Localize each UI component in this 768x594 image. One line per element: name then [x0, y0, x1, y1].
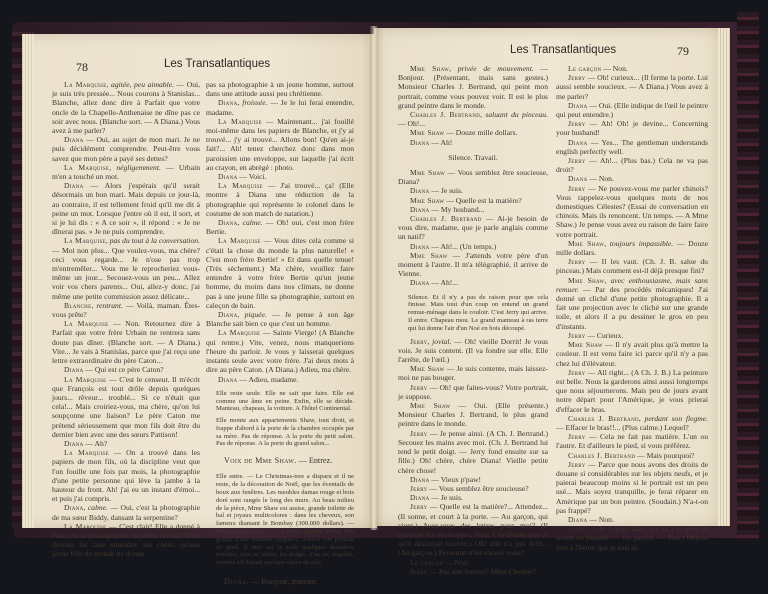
speaker: Jerry — [568, 367, 586, 377]
speaker: Diana — [410, 137, 430, 147]
dialogue-line — [398, 475, 548, 484]
speaker: Diana — [64, 181, 84, 191]
line-text: — Oui. (Elle indique de l'œil le peintre qui peut entendre.) — [556, 100, 709, 120]
speaker: Diana — [218, 98, 238, 108]
speaker: Jerry — [568, 119, 586, 129]
line-text: — Non. — [603, 64, 628, 73]
dialogue-line — [398, 567, 548, 576]
speaker: Mme Shaw — [410, 364, 445, 374]
dialogue-line — [556, 64, 708, 73]
dialogue-line — [556, 451, 708, 460]
speaker: Jerry — [410, 336, 428, 346]
dialogue-line — [52, 522, 200, 559]
stage-direction-inline: piquée. — [244, 310, 267, 320]
line-text: — Effacer le bras!!... (Plus calme.) Lequel? — [556, 422, 689, 432]
line-text: — Non. — [589, 514, 614, 524]
line-text: — Il n'y avait plus qu'à mettre la couleur. Il est venu faire ici parce qu'il n'y a pas chez lui d'élévateur. — [556, 340, 708, 368]
dialogue-line — [206, 181, 354, 218]
dialogue-line — [206, 172, 354, 181]
line-text: — Maintenant... j'ai fouillé moi-même dans les papiers de Blanche, et j'y ai trouvé... j'y ai trouvé... Allons bon! Qu'en ai-je fait?... Ah! tenez cherchez donc dans mon paroissien une enveloppe, sur laquelle j'ai écrit au crayon, en abrégé : photo. — [206, 116, 354, 172]
speaker: La Marquise — [218, 116, 262, 126]
dialogue-line — [556, 368, 708, 414]
line-text: pas sa photographie à un jeune homme, surtout dans une attitude aussi peu chrétienne. — [206, 80, 354, 99]
line-text: — Je le lui ferai entendre, madame. — [206, 98, 355, 117]
line-text: — Par des procédés mécaniques! J'ai donné un cliché d'une petite photographie. Il a fait une projection avec le cliché sur une grande toile, et alors il a pu dessiner le gros en peu d'instants. — [556, 284, 708, 331]
line-text: — All right... (A Ch. J. B.) La peinture est belle. Nous la garderons ainsi aussi longtemps que nous séjournerons. Mais peu de jours avant notre départ pour l'Amérique, je vous prierai d'effacer le bras. — [556, 367, 708, 414]
line-text: — Voilà, maman. Êtes-vous prête? — [52, 300, 201, 320]
line-text: — Bonjour, maman. — [250, 577, 318, 587]
line-text: — Je suis. — [431, 493, 463, 503]
right-page-column-1 — [398, 64, 548, 576]
dialogue-line — [398, 558, 548, 567]
dialogue-line — [52, 365, 200, 374]
line-text: — Vous dites cela comme si c'était la chose du monde la plus naturelle! « C'est mon frère Bertie! » Et dans quelle tenue! (Très sèchement.) Ma chère, veuillez faire entendre à votre frère Bertie qu'un jeune homme, du moins dans nos climats, ne donne pas à une jeune fille sa photographie, surtout en caleçon de bain. — [206, 236, 354, 310]
speaker: Jerry — [410, 483, 428, 493]
stage-direction-inline: froissée. — [242, 98, 268, 108]
dialogue-line — [556, 119, 708, 137]
dialogue-line: La Marquise, agitée, peu aimable. — Oui, je suis très pressée... Nous courons à Stanislas... Blanche, allez donc dire à Parfait que votre oncle de la Chapelle-Anthenaise ne dîne pas ce soir avec nous. (Blanche sort. — A Diana.) Vous avez à me parler? — [52, 80, 201, 136]
stage-direction: Silence. Et il n'y a pas de raison pour que cela finisse. Mais tout d'un coup on entend un grand remue-ménage dans le couloir. C'est Jerry qui arrive. Il entre. Chapeau mou. Le grand manteau à ras terre qui lui donne l'air d'un Noé en bois découpé. — [408, 293, 548, 332]
speaker: Jerry — [410, 502, 428, 512]
line-text: — Il les vaut. (Ch. J. B. salue du pinceau.) Mais comment est-il déjà presque fini? — [556, 257, 708, 276]
speaker: Charles J. Bertrand — [568, 413, 639, 423]
dialogue-line — [398, 278, 548, 287]
speaker: Charles J. Bertrand — [410, 214, 482, 224]
dialogue-line: La Marquise, négligemment. — Urbain m'en a touché un mot. — [52, 162, 200, 182]
line-text: — Je suis. — [431, 186, 463, 196]
line-text: — Oh! oui, c'est mon frère Bertie. — [206, 218, 355, 237]
line-text: — Yes... The gentleman understands english perfectly well. — [556, 137, 708, 156]
left-page-number: 78 — [76, 60, 88, 74]
line-text: — My husband... — [431, 204, 485, 214]
book-cover-right-edge — [737, 12, 759, 540]
speaker: Charles J. Bertrand — [410, 110, 481, 120]
line-text: — Ai-je besoin de vous dire, madame, que je parle anglais comme un natif? — [398, 214, 548, 242]
line-text: — Oui, au sujet de mon mari. Je ne puis décidément comprendre. Peut-être vous savez que mon père a payé ses dettes? — [52, 135, 200, 163]
dialogue-line: Diana, calme. — Oui, c'est la photographie de ma sœur Biddy, dansant la serpentine? — [52, 503, 201, 522]
dialogue-line — [206, 80, 354, 98]
speaker: Jerry — [568, 330, 586, 340]
dialogue-line — [398, 242, 548, 251]
line-text: — Vous semblez être soucieuse? — [429, 483, 529, 493]
closing-line — [206, 577, 354, 586]
line-text: — Urbain m'en a touché un mot. — [52, 162, 200, 182]
speaker: Mme Shaw — [410, 64, 450, 73]
dialogue-line — [398, 502, 548, 557]
speaker: La Marquise — [218, 236, 261, 246]
speaker: Diana — [218, 172, 238, 182]
speaker: Mme Shaw — [410, 401, 451, 411]
speaker: Diana — [218, 218, 238, 228]
speaker: Jerry — [568, 156, 586, 166]
dialogue-line — [52, 135, 200, 163]
dialogue-line: La Marquise, pas du tout à la conversation. — Moi non plus... Que voulez-vous, ma chère? ceci vous regarde... Je n'ose pas trop m'entremêler... Vous me le reprocheriez vous-même un jour... Secouez-vous un peu... Allez voir vos chers parents... Oui, allez-y donc, j'ai même une petite commission assez délicate... — [52, 236, 200, 301]
line-text: — Ah! — [431, 137, 453, 147]
line-text: — Bonjour. (Présentant, mais sans gestes.) Monsieur Charles J. Bertrand, qui peint mon portrait, comme vous pouvez voir. Il est le plus grand peintre dans le monde. — [398, 64, 548, 110]
dialogue-line — [52, 439, 200, 448]
line-text: — Ah!... (Un temps.) — [431, 241, 497, 251]
dialogue-line: Charles J. Bertrand, perdant son flegme. — Effacer le bras!!... (Plus calme.) Lequel? — [556, 413, 708, 432]
line-text: — J'ai trouvé... ça! (Elle montre à Diana une réduction de la photographie qui représente le colonel dans le costume de son match de natation.) — [206, 181, 354, 218]
speaker: Diana — [218, 310, 238, 320]
dialogue-line: Diana, calme. — Oh! oui, c'est mon frère Bertie. — [206, 218, 355, 237]
line-text: — J'attends votre père d'un moment à l'autre. Il m'a télégraphié, il arrive de Vienne. — [398, 250, 548, 279]
speaker: Jerry — [410, 382, 428, 392]
line-text: — C'est clair! Elle a donné à François sa photographie, la jambe en l'air! Vous devriez lui faire entendre, ma chère, qu'une jeune fille du monde ne donne — [52, 521, 200, 559]
left-page-column-1 — [52, 80, 200, 559]
stage-direction-entry: Elle entre. — Le Christmas-tree a disparu et il ne reste, de la décoration de Noël, que les éventails de houx aux fenêtres. Les meubles damas rouge et bois doré sont rangés le long des murs. Au beau milieu de la pièce, Mme Shaw est assise, grande toilette de bal et joyaux multicolores : dans les cheveux, son fameux diamant le Bombay (300.000 dollars). — Mme Shaw pose. — Un jeune peintre blond, très grand, d'une extrême élégance, achève son portrait en pied. Il met sur la toile quelques dernières touches, sans se tacher les doigts, d'un air dégoûté, comme s'il faisait quelque chose de sale. — [216, 473, 354, 567]
stage-direction-inline: négligemment. — [116, 162, 161, 172]
dialogue-line — [398, 168, 548, 186]
speaker: La Marquise — [218, 181, 263, 191]
dialogue-line — [398, 128, 548, 137]
line-text: — Non. — [445, 557, 470, 567]
left-page-edges — [22, 34, 34, 528]
dialogue-line — [206, 117, 354, 172]
right-page-edges — [718, 28, 730, 526]
stage-direction-inline: privée de mouvement. — [457, 64, 534, 73]
dialogue-line — [398, 251, 548, 279]
speaker: Mme Shaw — [568, 275, 605, 285]
dialogue-line: Jerry, jovial. — Oh! vieille Dorrit! Je vous vois. Je suis content. (Il va fondre sur elle. Elle l'arrête, de l'œil.) — [398, 336, 548, 365]
speaker: Mme Shaw — [568, 238, 605, 248]
stage-note: Silence. Travail. — [448, 152, 498, 162]
speaker: Diana — [64, 503, 84, 513]
line-text: — Parce que nous avons des droits de douane si considérables sur les objets neufs, et je paierai beaucoup moins si le portrait est un peu usé... Mais soyez tranquille, je ferai réparer en Amérique par un bon peintre. (Soudain.) N'a-t-on pas frappé? — [556, 459, 708, 515]
line-text: — Oui, c'est la photographie de ma sœur Biddy, dansant la serpentine? — [52, 503, 201, 522]
line-text: — Sainte Vierge! (A Blanche qui rentre.) Vite, venez, nous manquerions l'heure du parloir. Je vous y laisserai quelques instants seule avec votre frère. J'ai deux mots à dire au père Caton. (A Diana.) Adieu, ma chère. — [206, 328, 354, 375]
dialogue-line: Blanche, rentrant. — Voilà, maman. Êtes-vous prête? — [52, 300, 201, 320]
line-text: — Qui est ce père Caton? — [85, 365, 164, 375]
line-text: — Je pense à son âge Blanche sait bien ce que c'est un homme. — [206, 310, 354, 329]
book-gutter — [370, 26, 378, 530]
line-text: — Ah!... (Plus bas.) Cela ne va pas droit? — [556, 156, 708, 175]
line-text: — Ne pouvez-vous me parler chinois? Vous rappelez-vous quelques mots de nos domestiques Célestes? (Essai de conversation en chinois. Mais ils renoncent. Un temps. — A Mme Shaw.) Je pense vous avez eu raison de faire faire votre portrait. — [556, 183, 708, 239]
stage-direction-inline: calme. — [87, 503, 108, 513]
line-text: — Non. Retournez dire à Parfait que votre frère Urbain ne rentrera sans doute pas dîner. (Blanche sort. — A Diana.) Vite... Je vais à Stanislas, parce que j'ai reçu une lettre extraordinaire du père Caton... — [52, 319, 200, 366]
speaker: Jerry — [568, 73, 586, 83]
line-text: — Je pense ainsi. (A Ch. J. Bertrand.) Secouez les mains avec moi. (Ch. J. Bertrand lui tend le petit doigt. — Jerry fond ensuite sur sa fille.) Oh! chère, chère Diana! Vieille petite chère chose! — [398, 428, 548, 475]
dialogue-line — [556, 460, 708, 515]
dialogue-line — [556, 257, 708, 275]
stage-direction: Elle monte aux appartements Shaw, tout droit, et frappe d'abord à la porte de la chambre occupée par sa mère. Pas de réponse. A la porte du petit salon. Pas de réponse. A la porte du grand salon... — [216, 417, 354, 448]
dialogue-line — [398, 383, 548, 401]
line-text: — Oh! vieille Dorrit! Je vous vois. Je suis content. (Il va fondre sur elle. Elle l'arrête, de l'œil.) — [398, 336, 548, 365]
speaker: Jerry — [568, 257, 586, 267]
speaker: Le garçon — [568, 64, 602, 73]
speaker: Voix de Mme Shaw. — [224, 456, 297, 466]
speaker: Le garçon — [410, 557, 444, 567]
dialogue-line — [556, 174, 708, 183]
line-text: — Alors j'espérais qu'il serait désormais un bon mari. Mais depuis ce jour-là, au contraire, il est tellement froid qu'il me dit à peine un mot. Lorsque j'entre où il est, il sort, et si je lui dis : « A ce soir », il répond : « Je ne dînerai pas. » Je ne puis comprendre. — [52, 181, 200, 237]
speaker: La Marquise — [64, 162, 110, 172]
left-page-column-2 — [206, 80, 354, 594]
speaker: Diana — [64, 438, 84, 448]
speaker: Diana — [64, 365, 84, 375]
dialogue-line — [556, 184, 708, 239]
speaker: Mme Shaw — [410, 195, 445, 205]
speaker: Diana — [568, 100, 588, 110]
dialogue-line: Diana, piquée. — Je pense à son âge Blanche sait bien ce que c'est un homme. — [206, 310, 354, 329]
speaker: Diana — [410, 186, 430, 196]
line-text: — Mais pourquoi? — [637, 450, 695, 460]
speaker: Diana — [64, 135, 84, 145]
line-text: — Entrez. — [298, 456, 333, 466]
line-text: — Oh! que faites-vous? Votre portrait, je suppose. — [398, 382, 548, 401]
stage-direction-inline: pas du tout à la conversation. — [109, 236, 200, 246]
speaker: Mme Shaw — [410, 168, 445, 178]
line-text: — Oh! curieux... (Il ferme la porte. Lui aussi semble soucieux. — A Diana.) Vous avez à me parler? — [556, 73, 708, 101]
dialogue-line — [398, 364, 548, 382]
dialogue-line: Mme Shaw, toujours impassible. — Douze mille dollars. — [556, 238, 708, 258]
speaker: Diana. — [224, 577, 249, 587]
dialogue-line: Mme Shaw, avec enthousiasme, mais sans remuer. — Par des procédés mécaniques! J'ai donné un cliché d'une petite photographie. Il a fait une projection avec le cliché sur une grande toile, et alors il a pu dessiner le gros en peu d'instants. — [556, 275, 708, 331]
line-text: — C'est le censeur. Il m'écrit que François est tout drôle depuis quelques jours... rêveur... troublé... Si ce n'était que cela!... Mais croiriez-vous, ma chère, qu'on lui soupçonne une liaison? Le père Caton me prétend sérieusement que mon fils doit être du dernier bien avec une des sœurs Pattison! — [52, 374, 200, 439]
line-text: — Ah! Oh! je devine... Concerning your husband! — [556, 119, 708, 138]
dialogue-line — [398, 196, 548, 205]
dialogue-line — [556, 101, 708, 119]
speaker: Diana — [568, 514, 588, 524]
dialogue-line — [556, 156, 708, 174]
speaker: Diana — [410, 474, 430, 484]
dialogue-line — [556, 331, 708, 340]
speaker: Jerry — [410, 428, 428, 438]
dialogue-line — [398, 429, 548, 475]
speaker: Mme Shaw — [410, 128, 445, 138]
line-text: — Moi non plus... Que voulez-vous, ma chère? ceci vous regarde... Je n'ose pas trop m'entremêler... Vous me le reprocheriez vous-même un jour... Secouez-vous un peu... Allez voir vos chers parents... Oui, allez-y donc, j'ai même une petite commission assez délicate... — [52, 245, 200, 301]
dialogue-line — [52, 319, 200, 365]
speaker: Jerry — [568, 459, 586, 469]
dialogue-line — [556, 340, 708, 368]
dialogue-line — [398, 493, 548, 502]
speaker: Diana — [410, 493, 430, 503]
dialogue-line — [556, 73, 708, 101]
line-text: — Voici. — [239, 172, 267, 182]
speaker: La Marquise — [64, 236, 106, 246]
voice-line — [206, 456, 354, 465]
speaker: La Marquise — [218, 328, 261, 338]
line-text: — Non. — [589, 174, 614, 184]
line-text: — Oui. (Elle présente.) Monsieur Charles J. Bertrand, le plus grand peintre dans le monde. — [398, 401, 548, 429]
speaker: Charles J. Bertrand — [568, 450, 636, 460]
dialogue-line — [398, 214, 548, 242]
right-page-column-2 — [556, 64, 708, 552]
speaker: Diana — [218, 374, 238, 384]
dialogue-line — [556, 138, 708, 156]
stage-direction-inline: perdant son flegme. — [644, 413, 708, 423]
stage-direction-inline: jovial. — [432, 336, 452, 346]
left-running-title: Les Transatlantiques — [164, 58, 271, 70]
dialogue-line — [52, 375, 200, 439]
line-text: — Quelle est la matière?... Attendez... (Il sonne, et court à la porte. — Au garçon, qui vient.) Avez-vous des lettres pour moi? (Il examine les enveloppes, mais il ne trouve pas ce qu'il désirerait trouver.) Oh! elle n'a pas écrit... (Au garçon.) Personne n'est encore venu? — [398, 502, 548, 558]
line-text: — Douze mille dollars. — [446, 128, 518, 138]
speaker: Jerry — [410, 566, 428, 576]
dialogue-line — [398, 138, 548, 147]
dialogue-line — [206, 328, 354, 374]
speaker: La Marquise — [64, 448, 109, 458]
line-text: — Je croyais ainsi. (Il va à la porte et sonne en passant. — Le garçon. — Bas.) Depuis tout à l'heure que je suis ar- — [556, 524, 708, 552]
stage-direction: Elle reste seule. Elle ne sait que faire. Elle est comme une âme en peine. Enfin, elle se décide. Manteau, chapeau, la voiture. A l'hôtel Continental. — [216, 389, 354, 413]
stage-direction-inline: avec enthousiasme, mais sans remuer. — [556, 275, 708, 294]
speaker: La Marquise — [64, 319, 109, 329]
dialogue-line — [556, 432, 708, 450]
speaker: La Marquise — [64, 521, 107, 531]
line-text: — Vous semblez être soucieuse, Diana? — [398, 168, 548, 187]
stage-direction-inline: saluant du pinceau. — [485, 110, 548, 120]
line-text: — Douze mille dollars. — [556, 238, 708, 258]
line-text: — On a trouvé dans les papiers de mon fils, où la discipline veut que l'on fouille une fois par mois, la photographie d'une petite personne qui lève la jambe à la hauteur du front. Ah! j'ai eu un instant d'émoi... et puis j'ai compris. — [52, 448, 200, 504]
speaker: Jerry — [568, 183, 586, 193]
stage-direction-inline: agitée, peu aimable. — [111, 80, 174, 89]
line-text: — Quelle est la matière? — [446, 195, 522, 205]
speaker: Jerry — [568, 432, 586, 442]
line-text: — Adieu, madame. — [239, 374, 299, 384]
right-running-title: Les Transatlantiques — [510, 44, 617, 56]
speaker: Diana — [568, 174, 588, 184]
speaker: Diana — [410, 241, 430, 251]
speaker: La Marquise — [64, 374, 107, 384]
speaker: Blanche — [64, 300, 92, 310]
left-column-2-dialogue — [206, 80, 354, 384]
line-text: — Je suis contente, mais laissez-moi ne pas bouger. — [398, 364, 548, 383]
stage-direction-inline: toujours impassible. — [609, 238, 674, 248]
speaker: Mme Shaw — [410, 250, 448, 260]
dialogue-line: Mme Shaw, privée de mouvement. — Bonjour. (Présentant, mais sans gestes.) Monsieur Charles J. Bertrand, qui peint mon portrait, comme vous pouvez voir. Il est le plus grand peintre dans le monde. — [398, 64, 548, 110]
speaker: La Marquise — [64, 80, 107, 89]
dialogue-line: Diana, froissée. — Je le lui ferai entendre, madame. — [206, 98, 355, 117]
stage-direction-inline: calme. — [242, 218, 263, 228]
dialogue-line: Charles J. Bertrand, saluant du pinceau. — Oh!... — [398, 110, 548, 129]
dialogue-line — [52, 181, 200, 236]
dialogue-line — [556, 515, 708, 524]
dialogue-line — [398, 484, 548, 493]
right-page-number: 79 — [677, 44, 689, 58]
line-text: — Pas une femme? Mme Chesnet? — [429, 566, 537, 576]
line-text: — Cela ne fait pas matière. L'un ou l'autre. Et d'ailleurs le pied, si vous préférez. — [556, 432, 708, 451]
speaker: Jerry — [568, 524, 586, 534]
line-text: — Vieux p'paw! — [431, 474, 482, 484]
line-text: — Ah!... — [431, 278, 458, 288]
dialogue-line — [398, 186, 548, 195]
line-text: — Curieux. — [587, 330, 624, 340]
speaker: Diana — [410, 204, 430, 214]
stage-direction-inline: rentrant. — [96, 300, 123, 310]
dialogue-line — [398, 205, 548, 214]
speaker: Diana — [568, 137, 588, 147]
dialogue-line — [206, 236, 354, 310]
speaker: Mme Shaw — [568, 340, 603, 350]
dialogue-line — [52, 448, 200, 503]
dialogue-line — [206, 375, 354, 384]
line-text: — Oh!... — [398, 119, 425, 129]
line-text: — Oui, je suis très pressée... Nous courons à Stanislas... Blanche, allez donc dire à Parfait que votre oncle de la Chapelle-Anthenaise ne dîne pas ce soir avec nous. (Blanche sort. — A Diana.) Vous avez à me parler? — [52, 80, 201, 136]
dialogue-line — [398, 401, 548, 429]
line-text: — Ah? — [85, 438, 108, 448]
speaker: Diana — [410, 278, 430, 288]
